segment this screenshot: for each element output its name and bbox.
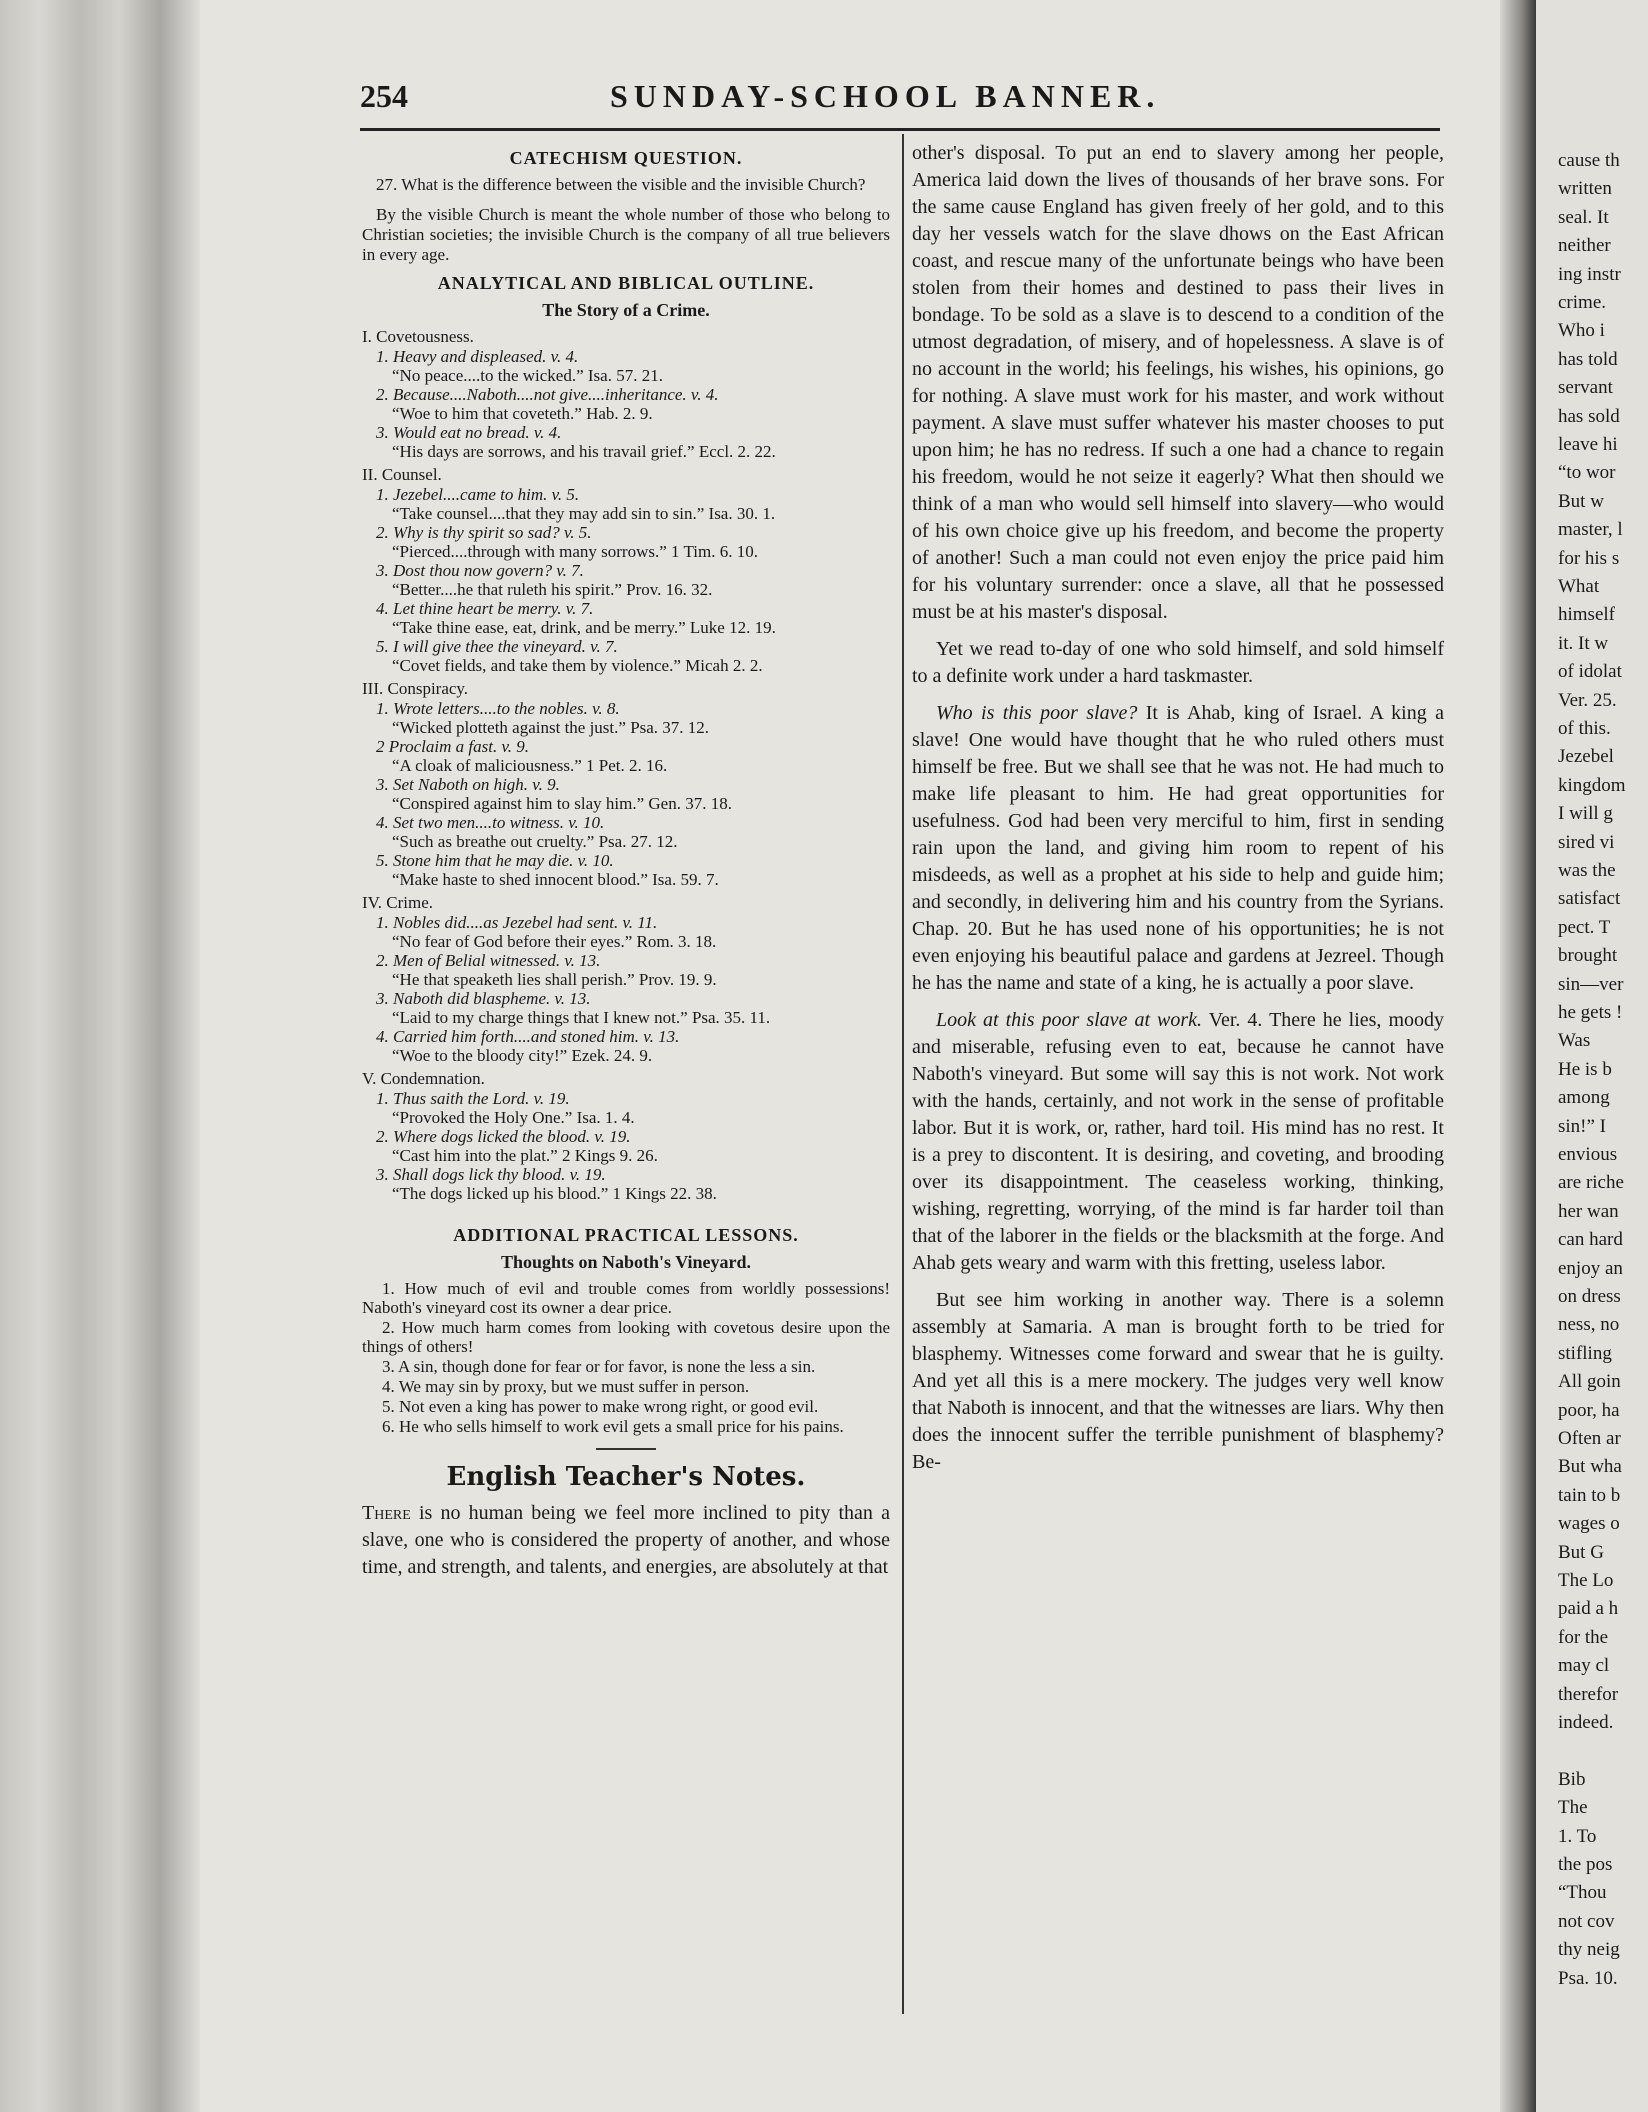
facing-page-line: for the <box>1558 1626 1609 1648</box>
outline-reference: 1. Thus saith the Lord. v. 19. <box>376 1089 570 1108</box>
outline-reference: 4. Let thine heart be merry. v. 7. <box>376 599 594 618</box>
notes-intro-lead: There <box>362 1502 411 1524</box>
outline-reference: 4. Set two men....to witness. v. 10. <box>376 813 605 832</box>
facing-page-line: he gets ! <box>1558 1002 1623 1023</box>
outline-section-label: IV. Crime. <box>362 893 433 912</box>
facing-page-line: servant <box>1558 377 1613 399</box>
facing-page-line: I will g <box>1558 803 1613 825</box>
facing-page-line: has sold <box>1558 405 1620 427</box>
outline-reference: 3. Set Naboth on high. v. 9. <box>376 775 560 794</box>
outline-reference: 2 Proclaim a fast. v. 9. <box>376 737 529 756</box>
outline-reference: 5. I will give thee the vineyard. v. 7. <box>376 637 618 656</box>
catechism-title: CATECHISM QUESTION. <box>509 148 743 168</box>
outline-reference: 1. Heavy and displeased. v. 4. <box>376 347 579 366</box>
facing-page-line: crime. <box>1558 292 1607 313</box>
outline-section-label: V. Condemnation. <box>362 1069 485 1088</box>
outline-reference: 3. Naboth did blaspheme. v. 13. <box>376 989 591 1008</box>
facing-page-line: tain to b <box>1558 1484 1621 1506</box>
lesson-item: 5. Not even a king has power to make wrong right, or good evil. <box>382 1397 819 1416</box>
facing-page-line: kingdom <box>1558 774 1626 796</box>
facing-page-line: neither <box>1558 235 1611 257</box>
facing-page-line: ness, no <box>1558 1314 1620 1336</box>
paragraph-text: It is Ahab, king of Israel. A king a slave! One would have thought that he who ruled others must himself be free. But we shall see that he was not. He had much to make life pleasant to him. He had great opportunities for usefulness. God had been very merciful to him, first in sending rain upon the land, and giving him room to repent of his misdeeds, as well as a prophet at his side to help and guide him; and secondly, in delivering him and his country from the Syrians. Chap. 20. But he has used none of his opportunities; he is not even enjoying his beautiful palace and gardens at Jezreel. Though he has the name and state of a king, he is actually a poor slave. <box>912 702 1445 994</box>
outline-reference: 1. Nobles did....as Jezebel had sent. v. 11. <box>376 913 658 932</box>
lessons-subtitle: Thoughts on Naboth's Vineyard. <box>500 1252 752 1272</box>
outline-quote: “No peace....to the wicked.” Isa. 57. 21. <box>392 366 663 385</box>
lesson-item: 2. How much harm comes from looking with covetous desire upon the things of others! <box>362 1318 890 1356</box>
outline-quote: “Woe to the bloody city!” Ezek. 24. 9. <box>392 1046 653 1065</box>
facing-page-line: Psa. 10. <box>1558 1967 1618 1989</box>
facing-page-line: satisfact <box>1558 888 1621 910</box>
outline-quote: “Provoked the Holy One.” Isa. 1. 4. <box>392 1108 635 1127</box>
outline-title: ANALYTICAL AND BIBLICAL OUTLINE. <box>437 273 815 293</box>
facing-page-line: Bib <box>1558 1768 1586 1790</box>
facing-page-line: Was <box>1558 1030 1591 1052</box>
paragraph-lead: Look at this poor slave at work. <box>936 1009 1203 1031</box>
facing-page-line: has told <box>1558 348 1618 370</box>
notes-intro-text: is no human being we feel more inclined to pity than a slave, one who is considered the property of another, and whose time, and strength, and talents, and energies, are absolutely at that <box>362 1502 890 1578</box>
outline-body <box>362 327 890 1203</box>
catechism-answer: By the visible Church is meant the whole number of those who belong to Christian societies; the invisible Church is the company of all true believers in every age. <box>362 205 890 264</box>
lesson-item: 6. He who sells himself to work evil gets a small price for his pains. <box>382 1417 844 1436</box>
outline-reference: 1. Wrote letters....to the nobles. v. 8. <box>376 699 620 718</box>
outline-reference: 3. Shall dogs lick thy blood. v. 19. <box>376 1165 606 1184</box>
outline-quote: “A cloak of maliciousness.” 1 Pet. 2. 16. <box>392 756 668 775</box>
page-header <box>360 78 1440 118</box>
facing-page-line: sired vi <box>1558 831 1615 853</box>
outline-quote: “Pierced....through with many sorrows.” 1 Tim. 6. 10. <box>392 542 758 561</box>
outline-quote: “Cast him into the plat.” 2 Kings 9. 26. <box>392 1146 658 1165</box>
header-rule <box>360 128 1440 131</box>
facing-page-line: brought <box>1558 945 1618 967</box>
outline-subtitle: The Story of a Crime. <box>542 300 710 320</box>
facing-page-line: of idolat <box>1558 661 1622 683</box>
facing-page-line: envious <box>1558 1144 1618 1165</box>
facing-page-line: But wha <box>1558 1456 1622 1478</box>
facing-page-line: master, l <box>1558 519 1623 541</box>
paragraph-lead: Who is this poor slave? <box>936 702 1138 724</box>
facing-page-line: for his s <box>1558 547 1620 569</box>
facing-page-line: on dress <box>1558 1286 1621 1307</box>
facing-page-line: Jezebel <box>1558 746 1614 768</box>
right-column <box>912 140 1444 1486</box>
facing-page-line: of this. <box>1558 718 1611 739</box>
paragraph-text: other's disposal. To put an end to slavery among her people, America laid down the lives of thousands of her brave sons. For the same cause England has given freely of her gold, and to this day her vessels watch for the slave dhows on the East African coast, and rescue many of the unfortunate beings who have been stolen from their homes and destined to pass their lives in bondage. To be sold as a slave is to descend to a condition of the utmost degradation, of misery, and of hopelessness. A slave is of no account in the world; his feelings, his wishes, his opinions, go for nothing. A slave must work for his master, and work without payment. A slave must suffer whatever his master chooses to put upon him; he has no redress. If such a one had a chance to regain his freedom, would he not seize it eagerly? What then should we think of a man who would sell himself into slavery—who would of his own choice give up his freedom, and become the property of another! Such a man could not even enjoy the price paid him for his voluntary surrender: once a slave, all that he possessed must be at his master's disposal. <box>912 142 1444 623</box>
facing-page-line: it. It w <box>1558 632 1609 654</box>
facing-page-line: leave hi <box>1558 434 1618 455</box>
outline-reference: 2. Men of Belial witnessed. v. 13. <box>376 951 601 970</box>
section-divider <box>596 1448 656 1450</box>
outline-section-label: III. Conspiracy. <box>362 679 469 698</box>
lesson-item: 1. How much of evil and trouble comes from worldly possessions! Naboth's vineyard cost its owner a dear price. <box>362 1279 890 1317</box>
outline-quote: “Wicked plotteth against the just.” Psa. 37. 12. <box>392 718 710 737</box>
outline-reference: 1. Jezebel....came to him. v. 5. <box>376 485 580 504</box>
outline-quote: “Make haste to shed innocent blood.” Isa. 59. 7. <box>392 870 719 889</box>
notes-paragraph <box>912 636 1444 690</box>
facing-page-line: among <box>1558 1087 1610 1109</box>
outline-reference: 5. Stone him that he may die. v. 10. <box>376 851 614 870</box>
notes-paragraph <box>912 700 1444 997</box>
facing-page-line: Ver. 25. <box>1558 689 1617 711</box>
facing-page-line: ing instr <box>1558 263 1621 285</box>
outline-quote: “Such as breathe out cruelty.” Psa. 27. 12. <box>392 832 678 851</box>
facing-page-line: But G <box>1558 1541 1604 1563</box>
lessons-body <box>362 1279 890 1436</box>
facing-page-fragment <box>1536 0 1648 2112</box>
notes-continuation <box>912 140 1444 1476</box>
facing-page-line: can hard <box>1558 1229 1623 1251</box>
outline-quote: “Conspired against him to slay him.” Gen. 37. 18. <box>392 794 732 813</box>
lesson-item: 3. A sin, though done for fear or for favor, is none the less a sin. <box>382 1357 816 1376</box>
facing-page-line: sin—ver <box>1558 973 1624 995</box>
facing-page-line: the pos <box>1558 1854 1613 1875</box>
facing-page-line: are riche <box>1558 1172 1624 1194</box>
outline-quote: “No fear of God before their eyes.” Rom. 3. 18. <box>392 932 717 951</box>
facing-page-line: may cl <box>1558 1655 1610 1677</box>
outline-quote: “His days are sorrows, and his travail grief.” Eccl. 2. 22. <box>392 442 776 461</box>
facing-page-line: pect. T <box>1558 916 1611 938</box>
facing-page-line: cause th <box>1558 150 1620 171</box>
facing-page-line: seal. It <box>1558 206 1609 228</box>
outline-reference: 2. Because....Naboth....not give....inheritance. v. 4. <box>376 385 719 404</box>
column-rule <box>902 134 904 2014</box>
left-column <box>362 140 890 1591</box>
notes-paragraph <box>912 140 1444 626</box>
notes-title: English Teacher's Notes. <box>446 1462 806 1492</box>
page-edge <box>0 0 200 2112</box>
outline-section-label: II. Counsel. <box>362 465 442 484</box>
facing-page-line: thy neig <box>1558 1939 1620 1961</box>
outline-reference: 4. Carried him forth....and stoned him. v. 13. <box>376 1027 680 1046</box>
running-head: SUNDAY-SCHOOL BANNER. <box>610 78 1161 114</box>
facing-page-line: The <box>1558 1797 1588 1819</box>
outline-quote: “Take counsel....that they may add sin to sin.” Isa. 30. 1. <box>392 504 776 523</box>
facing-page-line: was the <box>1558 860 1616 881</box>
outline-reference: 2. Why is thy spirit so sad? v. 5. <box>376 523 592 542</box>
paragraph-text: Ver. 4. There he lies, moody and miserable, refusing even to eat, because he cannot have Naboth's vineyard. But some will say this is not work. Not work with the hands, certainly, and not work in the sense of profitable labor. But it is work, or, rather, hard toil. His mind has no rest. It is a prey to discontent. It is desiring, and coveting, and brooding over its disappointment. The ceaseless working, thinking, wishing, regretting, worrying, of the mind is far harder toil than that of the laborer in the fields or the blacksmith at the forge. And Ahab gets weary and warm with this fretting, useless labor. <box>912 1009 1445 1274</box>
outline-quote: “He that speaketh lies shall perish.” Prov. 19. 9. <box>392 970 717 989</box>
facing-page-line: enjoy an <box>1558 1257 1623 1279</box>
outline-quote: “Covet fields, and take them by violence.” Micah 2. 2. <box>392 656 763 675</box>
facing-page-line: himself <box>1558 604 1615 626</box>
facing-page-line: stifling <box>1558 1342 1612 1364</box>
outline-reference: 3. Would eat no bread. v. 4. <box>376 423 562 442</box>
book-gutter <box>1500 0 1536 2112</box>
facing-page-line: 1. To <box>1558 1825 1597 1847</box>
facing-page-line: What <box>1558 576 1600 597</box>
outline-reference: 3. Dost thou now govern? v. 7. <box>376 561 584 580</box>
outline-quote: “Woe to him that coveteth.” Hab. 2. 9. <box>392 404 653 423</box>
facing-page-line: paid a h <box>1558 1598 1619 1620</box>
facing-page-line: wages o <box>1558 1513 1620 1535</box>
facing-page-line: The Lo <box>1558 1570 1614 1591</box>
outline-quote: “Laid to my charge things that I knew not.” Psa. 35. 11. <box>392 1008 771 1027</box>
outline-reference: 2. Where dogs licked the blood. v. 19. <box>376 1127 631 1146</box>
facing-page-line: All goin <box>1558 1371 1621 1393</box>
outline-quote: “Take thine ease, eat, drink, and be merry.” Luke 12. 19. <box>392 618 776 637</box>
facing-page-line: her wan <box>1558 1200 1619 1222</box>
catechism-question: 27. What is the difference between the visible and the invisible Church? <box>376 175 866 194</box>
facing-page-line: Who i <box>1558 320 1605 342</box>
facing-page-line: poor, ha <box>1558 1399 1620 1421</box>
notes-intro <box>362 1500 890 1581</box>
paragraph-text: Yet we read to-day of one who sold himself, and sold himself to a definite work under a hard taskmaster. <box>912 638 1444 687</box>
lessons-title: ADDITIONAL PRACTICAL LESSONS. <box>453 1225 799 1245</box>
facing-page-line: not cov <box>1558 1910 1615 1932</box>
facing-page-line: But w <box>1558 490 1604 512</box>
page-number: 254 <box>360 78 408 114</box>
paragraph-text: But see him working in another way. There is a solemn assembly at Samaria. A man is brought forth to be tried for blasphemy. Witnesses come forward and swear that he is guilty. And yet all this is a mere mockery. The judges very well know that Naboth is innocent, and that the witnesses are liars. Why then does the innocent suffer the terrible punishment of blasphemy? Be- <box>912 1289 1444 1473</box>
outline-section-label: I. Covetousness. <box>362 327 474 346</box>
facing-page-line: “Thou <box>1558 1882 1607 1904</box>
outline-quote: “The dogs licked up his blood.” 1 Kings 22. 38. <box>392 1184 717 1203</box>
facing-page-line: therefor <box>1558 1683 1619 1705</box>
facing-page-line: He is b <box>1558 1058 1612 1080</box>
outline-quote: “Better....he that ruleth his spirit.” Prov. 16. 32. <box>392 580 713 599</box>
facing-page-line: Often ar <box>1558 1428 1621 1449</box>
facing-page-line: indeed. <box>1558 1712 1614 1733</box>
notes-paragraph <box>912 1287 1444 1476</box>
notes-paragraph <box>912 1007 1444 1277</box>
facing-page-line: “to wor <box>1558 462 1616 484</box>
facing-page-line: written <box>1558 178 1612 200</box>
lesson-item: 4. We may sin by proxy, but we must suffer in person. <box>382 1377 750 1396</box>
facing-page-line: sin!” I <box>1558 1115 1607 1137</box>
